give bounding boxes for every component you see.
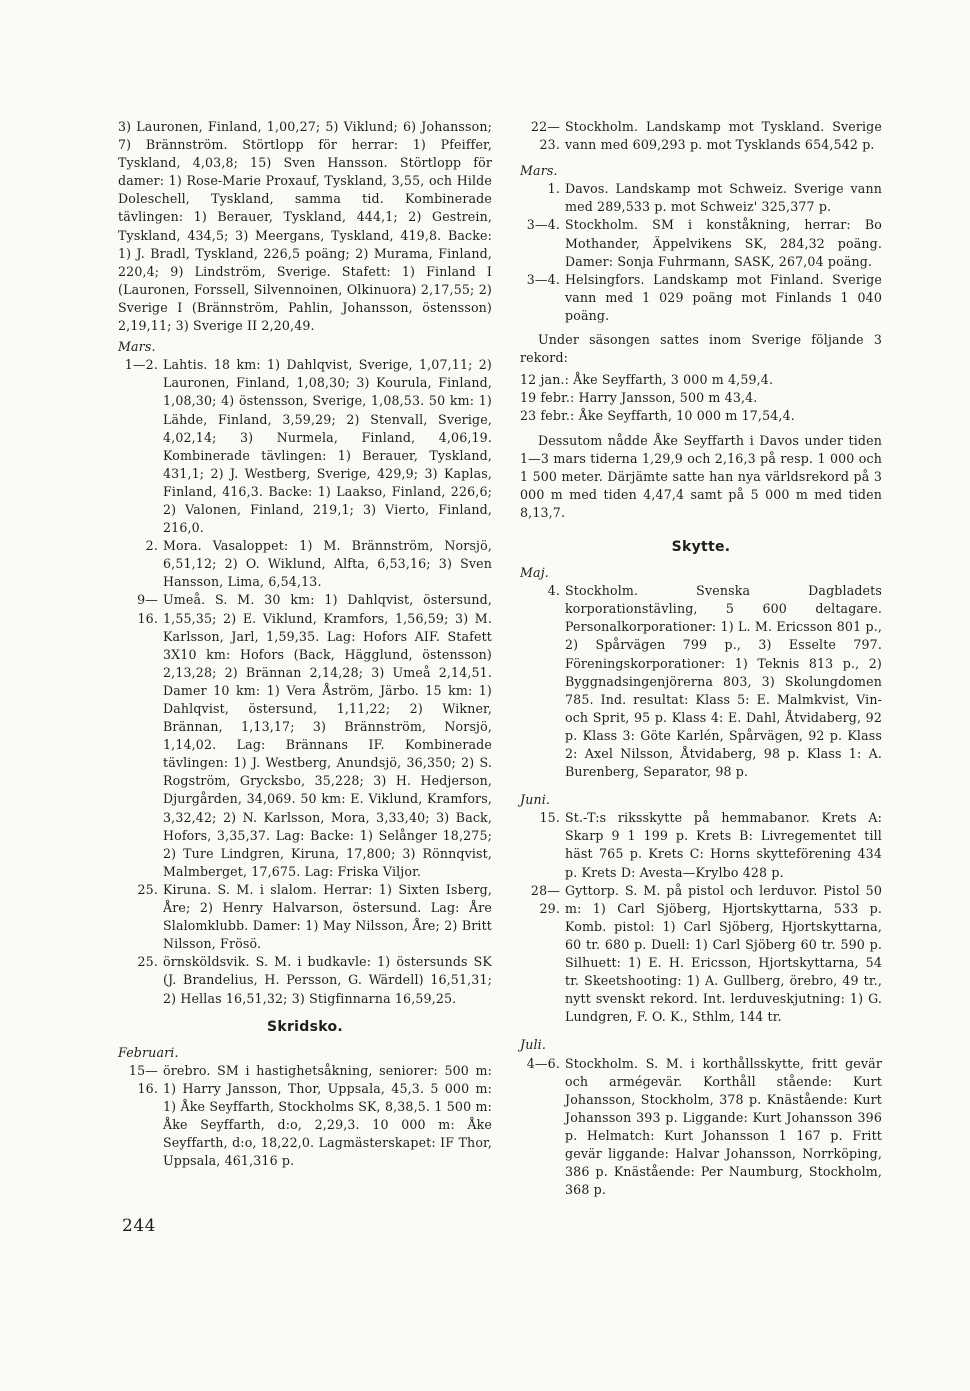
entry-text: Mora. Vasaloppet: 1) M. Brännström, Norsjö, 6,51,12; 2) O. Wiklund, Alfta, 6,53,16; 3) Sven Hansson, Lima, 6,54,13.	[163, 538, 492, 590]
section-title-skridsko: Skridsko.	[266, 1018, 344, 1035]
entry-date: 15—16.	[128, 1062, 158, 1096]
entry-date: 4—6.	[526, 1055, 560, 1071]
entry-date: 25.	[137, 881, 158, 897]
month-heading-maj: Maj.	[520, 565, 549, 581]
result-entry	[520, 216, 882, 270]
world-record-paragraph: Dessutom nådde Åke Seyffarth i Davos under tiden 1—3 mars tiderna 1,29,9 och 2,16,3 på resp. 1 000 och 1 500 meter. Därjämte satte han nya världsrekord på 3 000 m med tiden 4,47,4 samt på 5 000 m med tiden 8,13,7.	[520, 432, 882, 520]
result-entry	[520, 882, 882, 1027]
entry-text: Umeå. S. M. 30 km: 1) Dahlqvist, östersund, 1,55,35; 2) E. Viklund, Kramfors, 1,56,59; 3) M. Karlsson, Jarl, 1,59,35. Lag: Hofors AIF. Stafett 3X10 km: Hofors (Back, Hägglund, östensson) 2,13,28; 2) Brännan 2,14,28; 3) Umeå 2,14,51. Damer 10 km: 1) Vera Åström, Järbo. 15 km: 1) Dahlqvist, östersund, 1,11,22; 2) Wikner, Brännan, 1,13,17; 3) Brännström, Norsjö, 1,14,02. Lag: Brännans IF. Kombinerade tävlingen: 1) J. Westberg, Anundsjö, 36,350; 2) S. Rogström, Grycksbo, 35,228; 3) H. Hedjerson, Djurgården, 34,069. 50 km: E. Viklund, Kramfors, 3,32,42; 2) N. Karlsson, Mora, 3,33,40; 3) Back, Hofors, 3,35,37. Lag: Backe: 1) Selånger 18,275; 2) Ture Lindgren, Kiruna, 17,800; 3) Rönnqvist, Malmberget, 17,675. Lag: Friska Viljor.	[163, 592, 492, 879]
result-entry	[118, 881, 492, 953]
month-heading-februari: Februari.	[118, 1044, 179, 1060]
month-heading-juni: Juni.	[520, 792, 551, 808]
entry-text: örebro. SM i hastighetsåkning, seniorer: 500 m: 1) Harry Jansson, Thor, Uppsala, 45,3. 5 000 m: 1) Åke Seyffarth, Stockholms SK, 8,38,5. 1 500 m: Åke Seyffarth, d:o, 2,29,3. 10 000 m: Åke Seyffarth, d:o, 18,22,0. Lagmästerskapet: IF Thor, Uppsala, 461,316 p.	[163, 1062, 492, 1169]
record-line: 23 febr.: Åke Seyffarth, 10 000 m 17,54,4.	[520, 408, 795, 424]
entry-date: 1.	[547, 181, 560, 197]
left-column	[118, 118, 492, 1170]
page-number: 244	[122, 1216, 156, 1236]
entry-text: Stockholm. Svenska Dagbladets korporationstävling, 5 600 deltagare. Personalkorporationer: 1) L. M. Ericsson 801 p., 2) Spårvägen 799 p., 3) Esselte 797. Föreningskorporationer: 1) Teknis 813 p., 2) Byggnadsingenjörerna 803, 3) Skolungdomen 785. Ind. resultat: Klass 5: E. Malmkvist, Vin- och Sprit, 95 p. Klass 4: E. Dahl, Åtvidaberg, 92 p. Klass 3: Göte Karlén, Spårvägen, 92 p. Klass 2: Axel Nilsson, Åtvidaberg, 98 p. Klass 1: A. Burenberg, Separator, 98 p.	[565, 583, 882, 780]
record-line: 12 jan.: Åke Seyffarth, 3 000 m 4,59,4.	[520, 372, 774, 388]
entry-date: 3—4.	[526, 271, 560, 287]
entry-text: Lahtis. 18 km: 1) Dahlqvist, Sverige, 1,07,11; 2) Lauronen, Finland, 1,08,30; 3) Kourula, Finland, 1,08,30; 4) östensson, Sverige, 1,08,53. 50 km: 1) Lähde, Finland, 3,59,29; 2) Stenvall, Sverige, 4,02,14; 3) Nurmela, Finland, 4,06,19. Kombinerade tävlingen: 1) Berauer, Tyskland, 431,1; 2) J. Westberg, Sverige, 429,9; 3) Kaplas, Finland, 416,3. Backe: 1) Laakso, Finland, 226,6; 2) Valonen, Finland, 219,1; 3) Vierto, Finland, 216,0.	[163, 357, 492, 536]
entry-date: 15.	[539, 810, 560, 826]
result-entry	[520, 582, 882, 781]
continuation-paragraph: 3) Lauronen, Finland, 1,00,27; 5) Viklund; 6) Johansson; 7) Brännström. Störtlopp för herrar: 1) Pfeiffer, Tyskland, 4,03,8; 15) Sven Hansson. Störtlopp för damer: 1) Rose-Marie Proxauf, Tyskland, 3,55, och Hilde Doleschell, Tyskland, samma tid. Kombinerade tävlingen: 1) Berauer, Tyskland, 444,1; 2) Gestrein, Tyskland, 434,5; 3) Meergans, Tyskland, 419,8. Backe: 1) J. Bradl, Tyskland, 226,5 poäng; 2) Murama, Finland, 220,4; 9) Lindström, Sverige. Stafett: 1) Finland I (Lauronen, Forssell, Silvennoinen, Olkinuora) 2,17,55; 2) Sverige I (Brännström, Pahlin, Johansson, östensson) 2,19,11; 3) Sverige II 2,20,49.	[118, 119, 492, 334]
result-entry	[520, 180, 882, 216]
result-entry	[118, 591, 492, 881]
result-entry	[118, 953, 492, 1007]
entry-date: 4.	[547, 583, 560, 599]
month-heading-juli: Juli.	[520, 1037, 546, 1053]
right-column	[520, 118, 882, 1199]
result-entry	[520, 809, 882, 881]
result-entry	[520, 1055, 882, 1200]
entry-text: Stockholm. SM i konståkning, herrar: Bo Mothander, Äppelvikens SK, 284,32 poäng. Damer: Sonja Fuhrmann, SASK, 267,04 poäng.	[565, 217, 882, 269]
record-line: 19 febr.: Harry Jansson, 500 m 43,4.	[520, 390, 758, 406]
month-heading-mars: Mars.	[118, 339, 156, 355]
entry-date: 2.	[145, 538, 158, 554]
entry-date: 22—23.	[530, 119, 560, 153]
entry-date: 25.	[137, 954, 158, 970]
section-title-skytte: Skytte.	[671, 538, 731, 555]
records-intro: Under säsongen sattes inom Sverige följande 3 rekord:	[520, 332, 882, 366]
entry-text: Kiruna. S. M. i slalom. Herrar: 1) Sixten Isberg, Åre; 2) Henry Halvarson, östersund. Lag: Åre Slalomklubb. Damer: 1) May Nilsson, Åre; 2) Britt Nilsson, Frösö.	[163, 881, 492, 952]
result-entry	[520, 271, 882, 325]
entry-text: Stockholm. Landskamp mot Tyskland. Sverige vann med 609,293 p. mot Tysklands 654,542 p.	[565, 119, 882, 153]
entry-text: Helsingfors. Landskamp mot Finland. Sverige vann med 1 029 poäng mot Finlands 1 040 poäng.	[565, 271, 882, 323]
result-entry	[118, 537, 492, 591]
month-heading-mars: Mars.	[520, 163, 558, 179]
entry-date: 28—29.	[530, 882, 560, 916]
entry-text: Davos. Landskamp mot Schweiz. Sverige vann med 289,533 p. mot Schweiz' 325,377 p.	[565, 181, 882, 215]
entry-date: 3—4.	[526, 217, 560, 233]
entry-text: Gyttorp. S. M. på pistol och lerduvor. Pistol 50 m: 1) Carl Sjöberg, Hjortskyttarna, 533 p. Komb. pistol: 1) Carl Sjöberg, Hjortskyttarna, 60 tr. 680 p. Duell: 1) Carl Sjöberg 60 tr. 590 p. Silhuett: 1) E. H. Ericsson, Hjortskyttarna, 54 tr. Skeetshooting: 1) A. Gullberg, örebro, 49 tr., nytt svenskt rekord. Int. lerduveskjutning: 1) G. Lundgren, F. O. K., Sthlm, 144 tr.	[565, 882, 882, 1025]
entry-text: St.-T:s riksskytte på hemmabanor. Krets A: Skarp 9 1 199 p. Krets B: Livregementet till häst 765 p. Krets C: Horns skytteförening 434 p. Krets D: Avesta—Krylbo 428 p.	[565, 810, 882, 880]
result-entry	[520, 118, 882, 154]
result-entry	[118, 1062, 492, 1171]
entry-text: Stockholm. S. M. i korthållsskytte, fritt gevär och armégevär. Korthåll stående: Kurt Johansson, Stockholm, 378 p. Knästående: Kurt Johansson 393 p. Liggande: Kurt Johansson 396 p. Helmatch: Kurt Johansson 1 167 p. Fritt gevär liggande: Halvar Johansson, Norrköping, 386 p. Knästående: Per Naumburg, Stockholm, 368 p.	[565, 1055, 882, 1198]
entry-date: 9—16.	[137, 592, 158, 626]
result-entry	[118, 356, 492, 537]
entry-text: örnsköldsvik. S. M. i budkavle: 1) östersunds SK (J. Brandelius, H. Persson, G. Wärdell) 16,51,31; 2) Hellas 16,51,32; 3) Stigfinnarna 16,59,25.	[163, 954, 492, 1006]
entry-date: 1—2.	[124, 357, 158, 373]
